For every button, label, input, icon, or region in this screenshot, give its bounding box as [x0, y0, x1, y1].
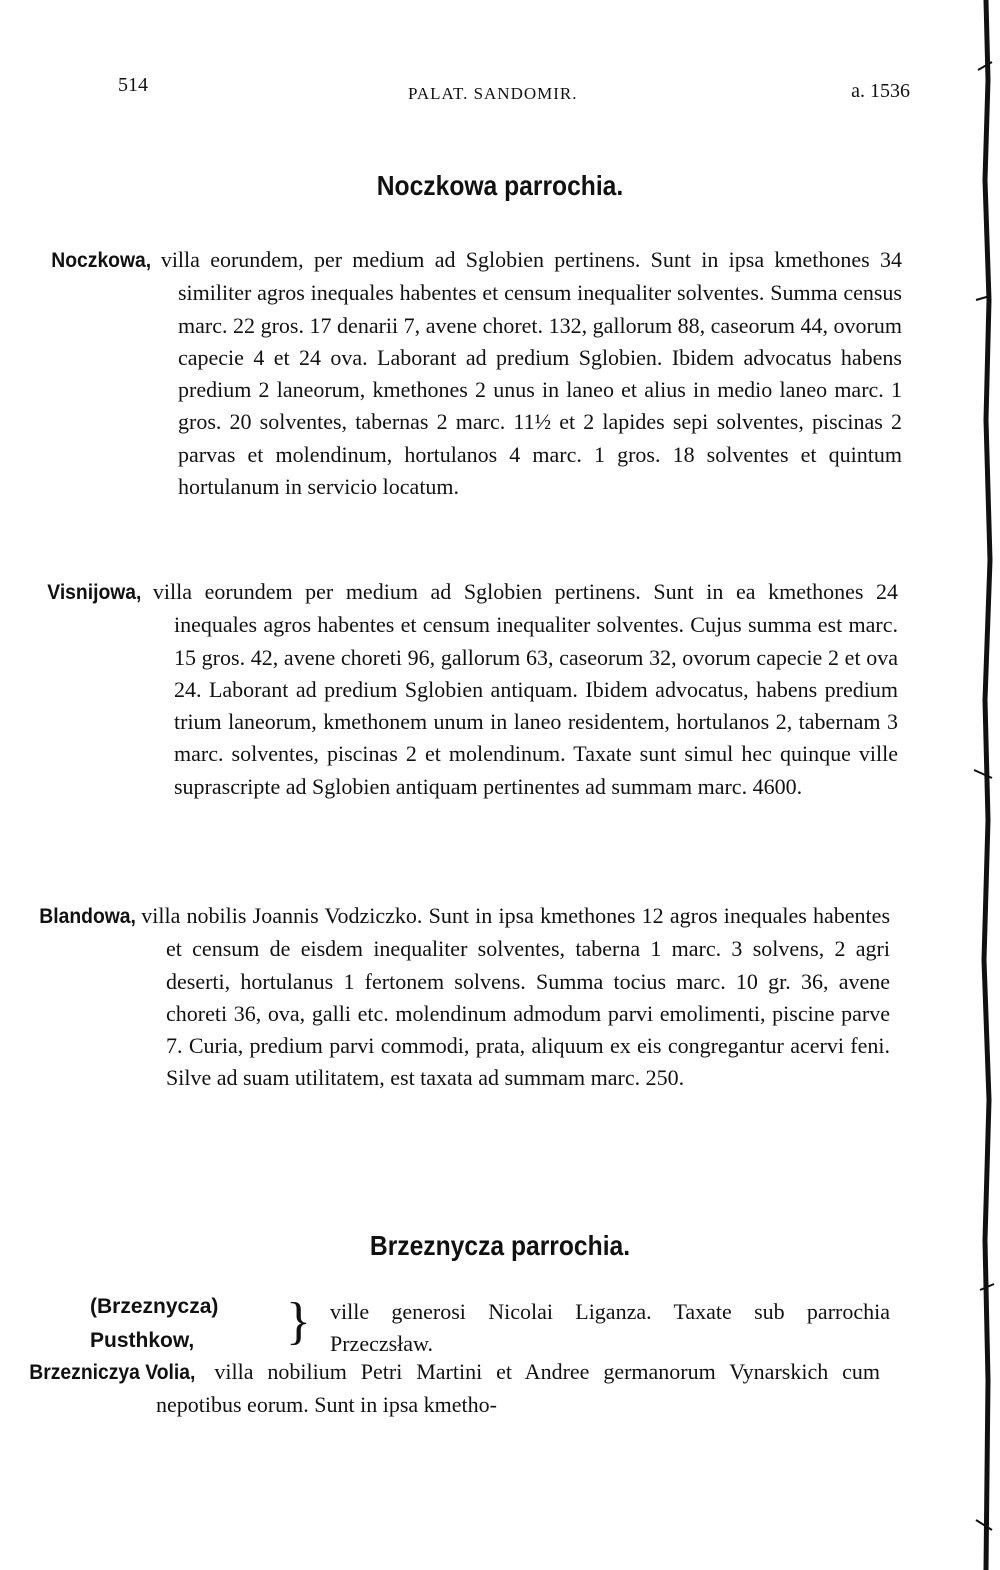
- section-heading-noczkowa: Noczkowa parrochia.: [376, 170, 624, 201]
- entry-blandowa: [39, 900, 891, 1095]
- curly-brace: }: [286, 1293, 311, 1350]
- entry-name: Brzezniczya Volia,: [29, 1361, 196, 1384]
- entry-name: Noczkowa,: [51, 249, 152, 272]
- running-title: PALAT. SANDOMIR.: [408, 84, 578, 103]
- brace-group: [90, 1290, 890, 1360]
- brace-names: [90, 1290, 218, 1358]
- year-marker: a. 1536: [851, 80, 910, 102]
- binding-edge: [970, 0, 1000, 1570]
- entry-text: villa eorundem, per medium ad Sglobien pertinens. Sunt in ipsa kmethones 34 similiter agros inequales habentes et censum inequaliter solventes. Summa census marc. 22 gros. 17 denarii 7, avene choret. 132, gallorum 88, caseorum 44, ovorum capecie 4 et 24 ova. Laborant ad predium Sglobien. Ibidem advocatus habens predium 2 laneorum, kmethones 2 unus in laneo et alius in medio laneo marc. 1 gros. 20 solventes, tabernas 2 marc. 11½ et 2 lapides sepi solventes, piscinas 2 parvas et molendinum, hortulanos 4 marc. 1 gros. 18 solventes et quintum hortulanum in servicio locatum.: [160, 247, 902, 500]
- entry-noczkowa: [51, 244, 902, 503]
- page-number: 514: [118, 74, 148, 96]
- entry-name: Visnijowa,: [47, 581, 142, 604]
- entry-text: villa nobilis Joannis Vodziczko. Sunt in ipsa kmethones 12 agros inequales habentes et censum de eisdem inequaliter solventes, taberna 1 marc. 3 solvens, 2 agri deserti, hortulanus 1 fertonem solvens. Summa tocius marc. 10 gr. 36, avene choreti 36, ova, galli etc. molendinum admodum parvi emolimenti, piscine parve 7. Curia, predium parvi commodi, prata, aliquum ex eis congregantur acervi feni. Silve ad suam utilitatem, est taxata ad summam marc. 250.: [141, 903, 891, 1091]
- entry-name: Blandowa,: [39, 905, 136, 928]
- running-head: [118, 74, 910, 110]
- entry-brzezniczya-volia: [29, 1356, 880, 1422]
- entry-visnijowa: [47, 576, 899, 803]
- entry-text: villa eorundem per medium ad Sglobien pertinens. Sunt in ea kmethones 24 inequales agros habentes et censum inequaliter solventes. Cujus summa est marc. 15 gros. 42, avene choreti 96, gallorum 63, caseorum 32, ovorum capecie 2 et ova 24. Laborant ad predium Sglobien antiquam. Ibidem advocatus, habens predium trium laneorum, kmethonem unum in laneo residentem, hortulanos 2, tabernam 3 marc. solventes, piscinas 2 et molendinum. Taxate sunt simul hec quinque ville suprascripte ad Sglobien antiquam pertinentes ad summam marc. 4600.: [152, 579, 899, 799]
- entry-text: villa nobilium Petri Martini et Andree germanorum Vynarskich cum nepotibus eorum. Sunt in ipsa kmetho-: [156, 1359, 880, 1418]
- entry-name: Pusthkow,: [90, 1329, 195, 1352]
- entry-name: (Brzeznycza): [90, 1295, 219, 1318]
- section-heading-brzeznycza: Brzeznycza parrochia.: [369, 1230, 631, 1261]
- brace-group-text: ville generosi Nicolai Liganza. Taxate sub parrochia Przeczsław.: [330, 1299, 890, 1356]
